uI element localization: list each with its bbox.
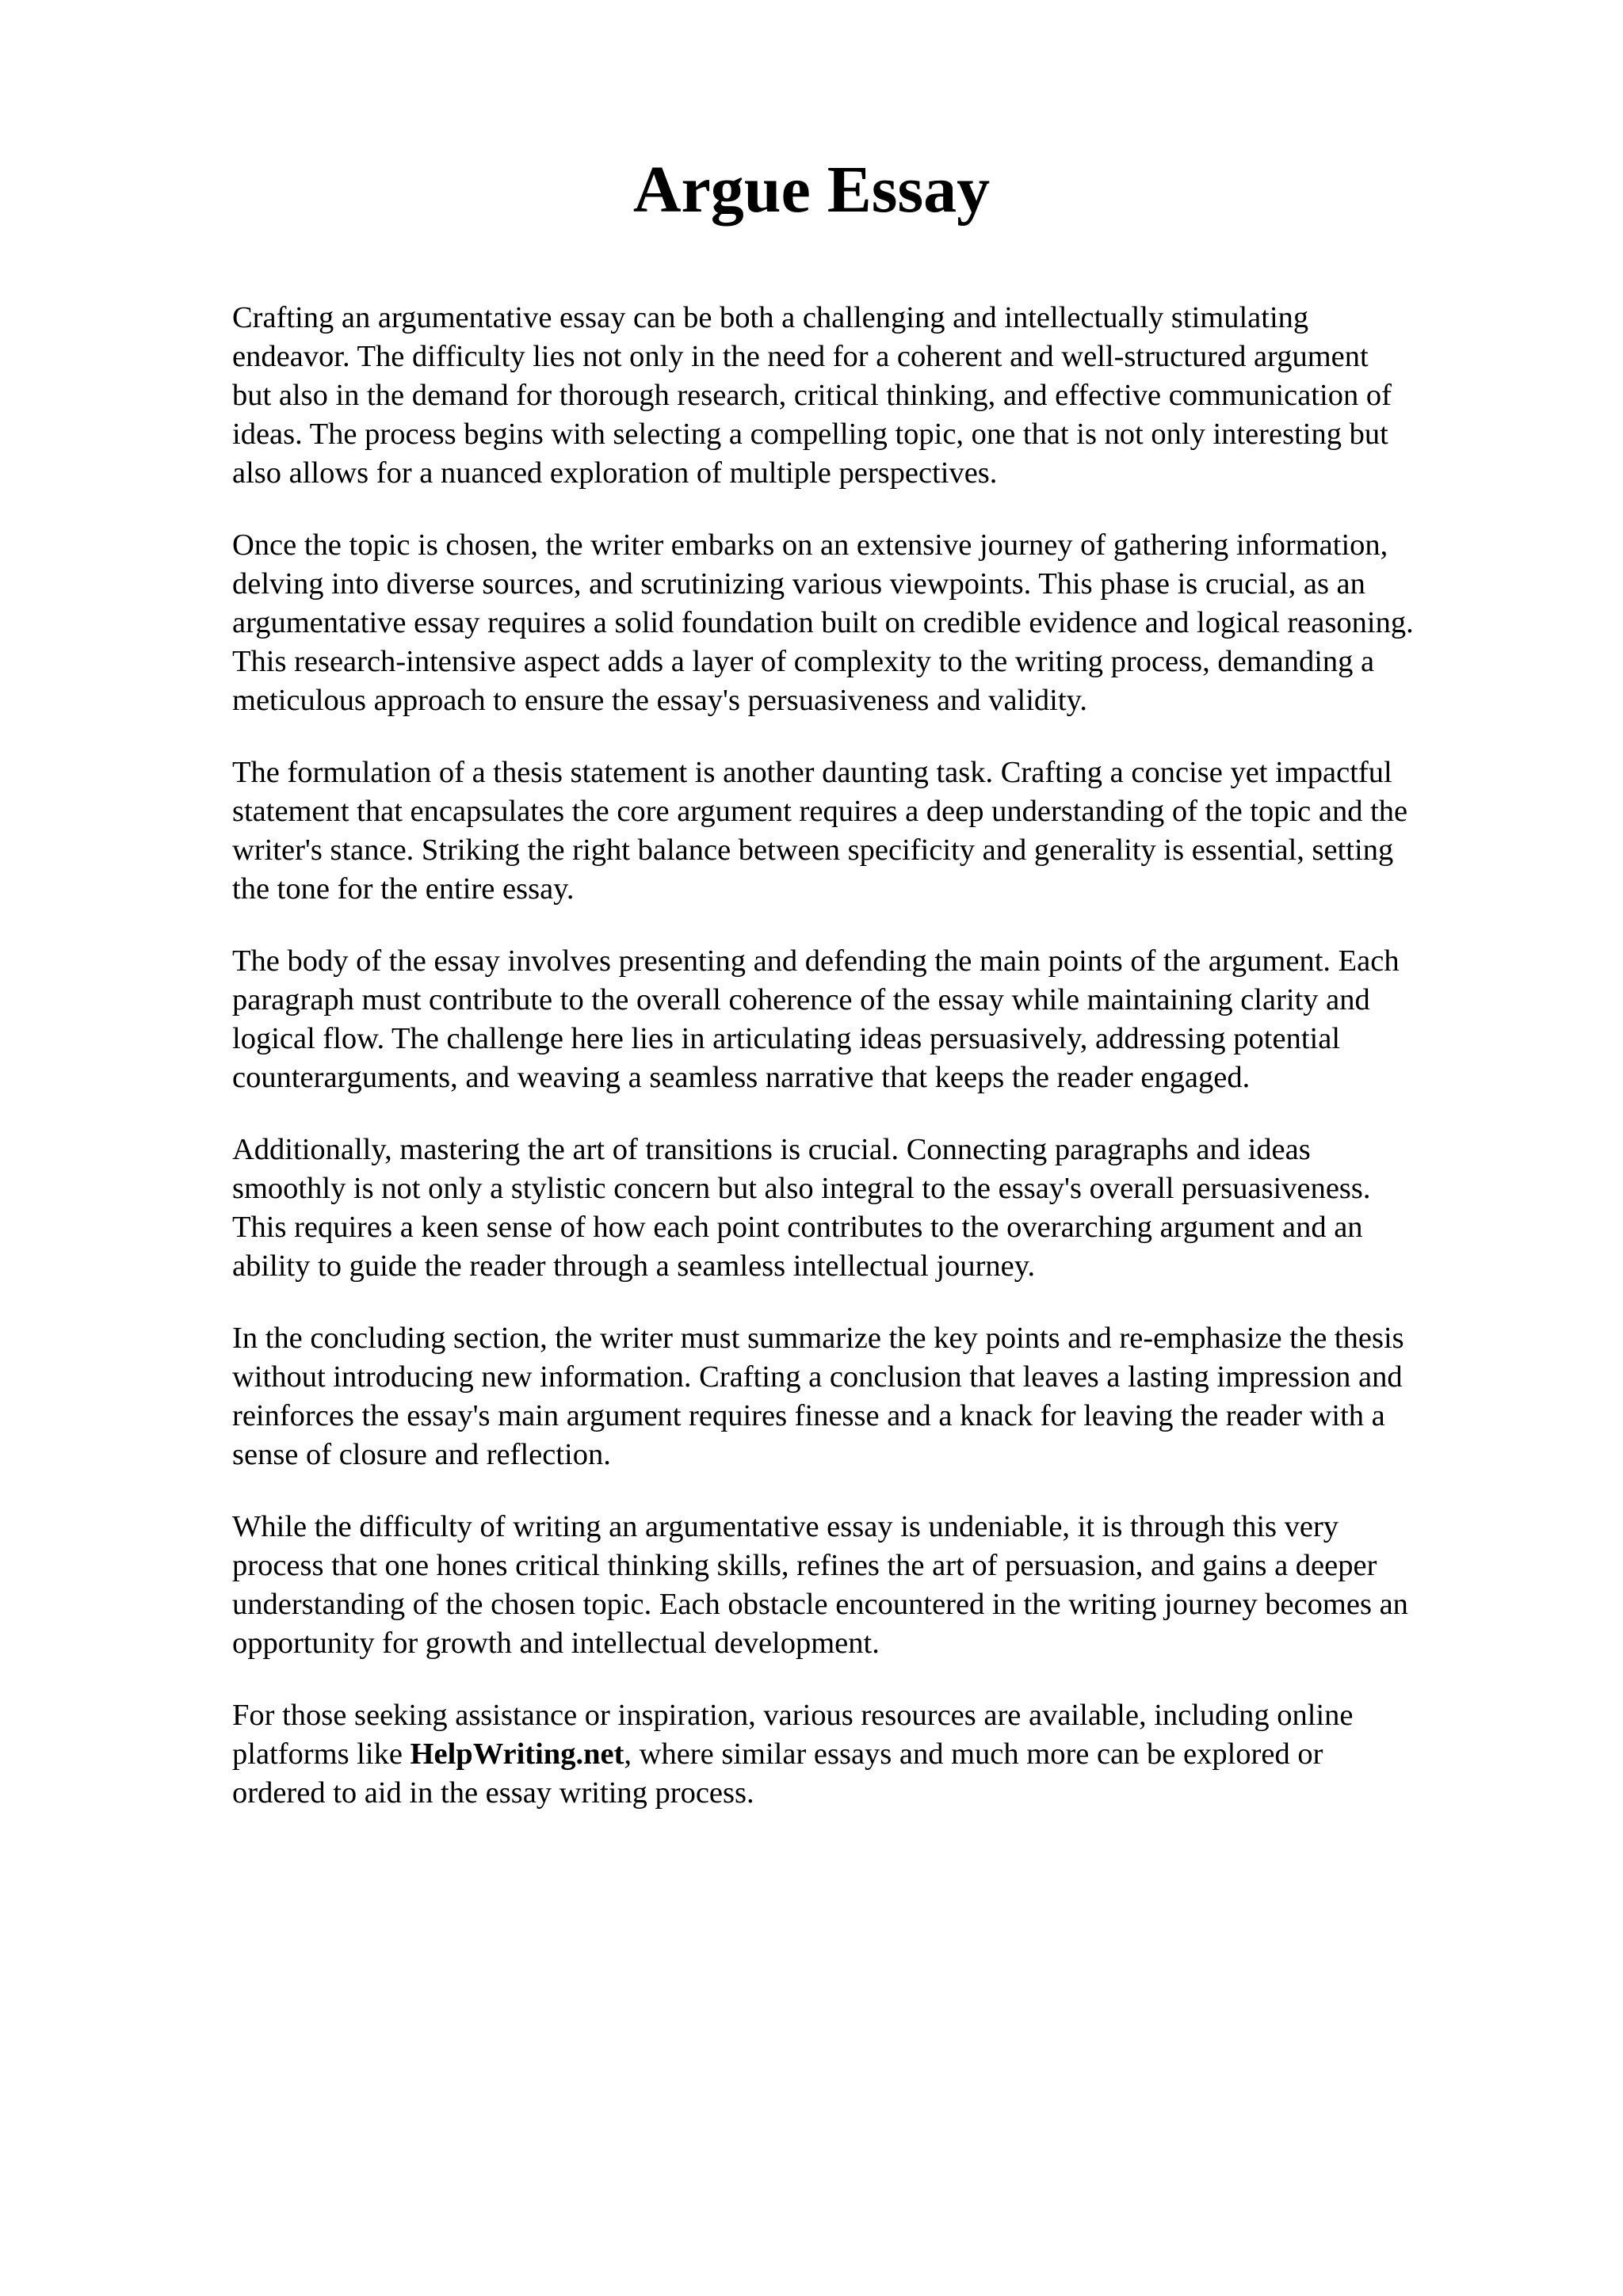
paragraph-line: meticulous approach to ensure the essay's persuasiveness and validity. bbox=[232, 684, 1087, 717]
paragraph-line: delving into diverse sources, and scrutinizing various viewpoints. This phase is crucial, as an bbox=[232, 567, 1365, 601]
paragraph-5 bbox=[232, 1131, 1516, 1286]
paragraph-line: endeavor. The difficulty lies not only in the need for a coherent and well-structured argument bbox=[232, 340, 1369, 373]
paragraph-line: counterarguments, and weaving a seamless narrative that keeps the reader engaged. bbox=[232, 1061, 1251, 1094]
paragraph-line: This research-intensive aspect adds a layer of complexity to the writing process, demanding a bbox=[232, 645, 1375, 678]
paragraph-line: ordered to aid in the essay writing process. bbox=[232, 1776, 754, 1810]
paragraph-text: platforms like bbox=[232, 1737, 411, 1771]
paragraph-line: Additionally, mastering the art of transitions is crucial. Connecting paragraphs and ideas bbox=[232, 1133, 1311, 1166]
paragraph-7 bbox=[232, 1508, 1516, 1663]
paragraph-line: without introducing new information. Crafting a conclusion that leaves a lasting impression and bbox=[232, 1360, 1403, 1394]
page-title: Argue Essay bbox=[632, 153, 991, 227]
paragraph-8 bbox=[232, 1696, 1516, 1813]
paragraph-line: understanding of the chosen topic. Each obstacle encountered in the writing journey becomes an bbox=[232, 1588, 1408, 1621]
paragraph-text: , where similar essays and much more can be explored or bbox=[624, 1737, 1323, 1771]
paragraph-line: The body of the essay involves presenting and defending the main points of the argument. Each bbox=[232, 944, 1400, 978]
paragraph-line: writer's stance. Striking the right balance between specificity and generality is essential, setting bbox=[232, 833, 1394, 867]
paragraph-line: Crafting an argumentative essay can be both a challenging and intellectually stimulating bbox=[232, 301, 1309, 334]
essay-body bbox=[232, 299, 1516, 1846]
paragraph-line: paragraph must contribute to the overall coherence of the essay while maintaining clarity and bbox=[232, 983, 1370, 1016]
paragraph-line: The formulation of a thesis statement is another daunting task. Crafting a concise yet impactful bbox=[232, 756, 1392, 789]
paragraph-line: the tone for the entire essay. bbox=[232, 872, 575, 906]
paragraph-line: argumentative essay requires a solid foundation built on credible evidence and logical reasoning. bbox=[232, 606, 1414, 639]
paragraph-line: reinforces the essay's main argument requires finesse and a knack for leaving the reader with a bbox=[232, 1399, 1385, 1432]
paragraph-line: sense of closure and reflection. bbox=[232, 1438, 611, 1471]
paragraph-line: statement that encapsulates the core argument requires a deep understanding of the topic and the bbox=[232, 795, 1408, 828]
paragraph-line: ideas. The process begins with selecting a compelling topic, one that is not only interesting but bbox=[232, 418, 1388, 451]
paragraph-line: Once the topic is chosen, the writer embarks on an extensive journey of gathering information, bbox=[232, 528, 1388, 562]
paragraph-line bbox=[232, 1735, 1516, 1774]
paragraph-line: process that one hones critical thinking skills, refines the art of persuasion, and gains a deeper bbox=[232, 1549, 1377, 1582]
helpwriting-link[interactable]: HelpWriting.net bbox=[410, 1737, 624, 1771]
paragraph-line: but also in the demand for thorough research, critical thinking, and effective communication of bbox=[232, 379, 1392, 412]
paragraph-6 bbox=[232, 1319, 1516, 1474]
paragraph-line: While the difficulty of writing an argumentative essay is undeniable, it is through this very bbox=[232, 1510, 1339, 1543]
paragraph-line: For those seeking assistance or inspiration, various resources are available, including online bbox=[232, 1699, 1354, 1732]
paragraph-4 bbox=[232, 942, 1516, 1097]
paragraph-line: also allows for a nuanced exploration of multiple perspectives. bbox=[232, 456, 998, 490]
paragraph-2 bbox=[232, 526, 1516, 720]
paragraph-line: smoothly is not only a stylistic concern but also integral to the essay's overall persuasiveness. bbox=[232, 1172, 1371, 1205]
paragraph-1 bbox=[232, 299, 1516, 493]
paragraph-3 bbox=[232, 753, 1516, 909]
paragraph-line: ability to guide the reader through a seamless intellectual journey. bbox=[232, 1249, 1036, 1283]
paragraph-line: This requires a keen sense of how each point contributes to the overarching argument and an bbox=[232, 1211, 1363, 1244]
paragraph-line: logical flow. The challenge here lies in articulating ideas persuasively, addressing potential bbox=[232, 1022, 1341, 1055]
paragraph-line: In the concluding section, the writer must summarize the key points and re-emphasize the thesis bbox=[232, 1322, 1404, 1355]
paragraph-line: opportunity for growth and intellectual development. bbox=[232, 1627, 880, 1660]
